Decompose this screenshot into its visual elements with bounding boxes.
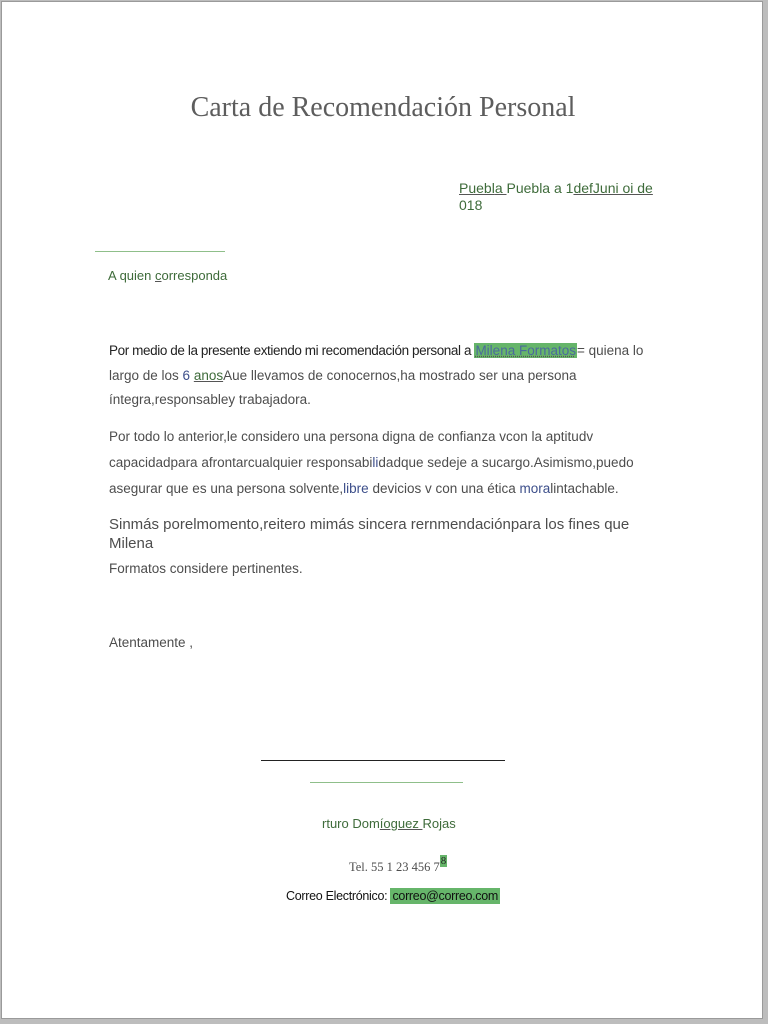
p2-l3-b: libre — [343, 481, 369, 496]
paragraph-3-line-1: Sinmás porelmomento,reitero mimás sincera rernmendaciónpara los fines que — [109, 516, 630, 533]
paragraph-2-line-3 — [109, 481, 619, 496]
signature-divider — [310, 782, 463, 783]
p2-l3-d: mora — [519, 481, 551, 496]
paragraph-2-line-1: Por todo lo anterior,le considero una persona digna de confianza vcon la aptitudv — [109, 429, 594, 444]
closing: Atentamente , — [109, 635, 194, 650]
salutation-divider — [95, 251, 225, 252]
email-address: correo@correo.com — [392, 889, 499, 903]
p2-l2-c: dadque sedeje a sucargo.Asimismo,puedo — [378, 455, 634, 470]
paragraph-1-line-2 — [109, 368, 577, 383]
date-part-2: a — [494, 180, 507, 196]
p1-text-start: Por medio de la presente extiendo mi recomendación personal a — [109, 343, 475, 358]
p2-l3-e: lintachable. — [550, 481, 619, 496]
phone-text: Tel. 55 1 23 456 7 — [349, 860, 440, 874]
name-part-c: Rojas — [422, 816, 456, 831]
document-page — [1, 1, 763, 1019]
salutation-text-b: c — [155, 268, 162, 283]
paragraph-2-line-2 — [109, 455, 634, 470]
p2-l2-a: capacidadpara afrontarcualquier responsabi — [109, 455, 373, 470]
phone-number — [349, 855, 447, 875]
salutation-text-c: orresponda — [161, 268, 228, 283]
salutation-text-a: A quien — [108, 268, 155, 283]
letter-date — [459, 180, 653, 214]
date-part-4: defJuni oi de — [573, 180, 653, 196]
paragraph-1-line-1 — [109, 343, 643, 358]
paragraph-3-line-3: Formatos considere pertinentes. — [109, 561, 303, 576]
email-label: Correo Electrónico: — [286, 889, 391, 903]
name-part-b: íoguez — [379, 816, 423, 831]
p1-text-end: = quiena lo — [576, 343, 644, 358]
email-row — [286, 889, 500, 903]
p2-l2-b: li — [372, 455, 379, 470]
p1-l2-a: largo de los — [109, 368, 183, 383]
date-part-1: Puebl — [459, 180, 495, 196]
p2-l3-c: devicios v con una ética — [368, 481, 520, 496]
letter-title: Carta de Recomendación Personal — [190, 92, 576, 123]
p1-l2-underlined: anos — [193, 368, 224, 383]
name-part-a: rturo Dom — [322, 816, 380, 831]
signature-line — [261, 760, 505, 761]
signatory-name — [322, 816, 456, 831]
salutation — [108, 268, 227, 283]
highlighted-name: Milena Formatos — [475, 343, 576, 358]
date-part-3: Puebla a 1 — [506, 180, 574, 196]
date-line-2: 018 — [459, 197, 483, 213]
paragraph-1-line-3: íntegra,responsabley trabajadora. — [109, 392, 311, 407]
p1-l2-b: Aue llevamos de conocernos,ha mostrado ser una persona — [223, 368, 577, 383]
phone-last-digit: 8 — [440, 855, 447, 867]
p2-l3-a: asegurar que es una persona solvente, — [109, 481, 344, 496]
p1-l2-num: 6 — [182, 368, 191, 383]
paragraph-3-line-2: Milena — [109, 535, 154, 552]
